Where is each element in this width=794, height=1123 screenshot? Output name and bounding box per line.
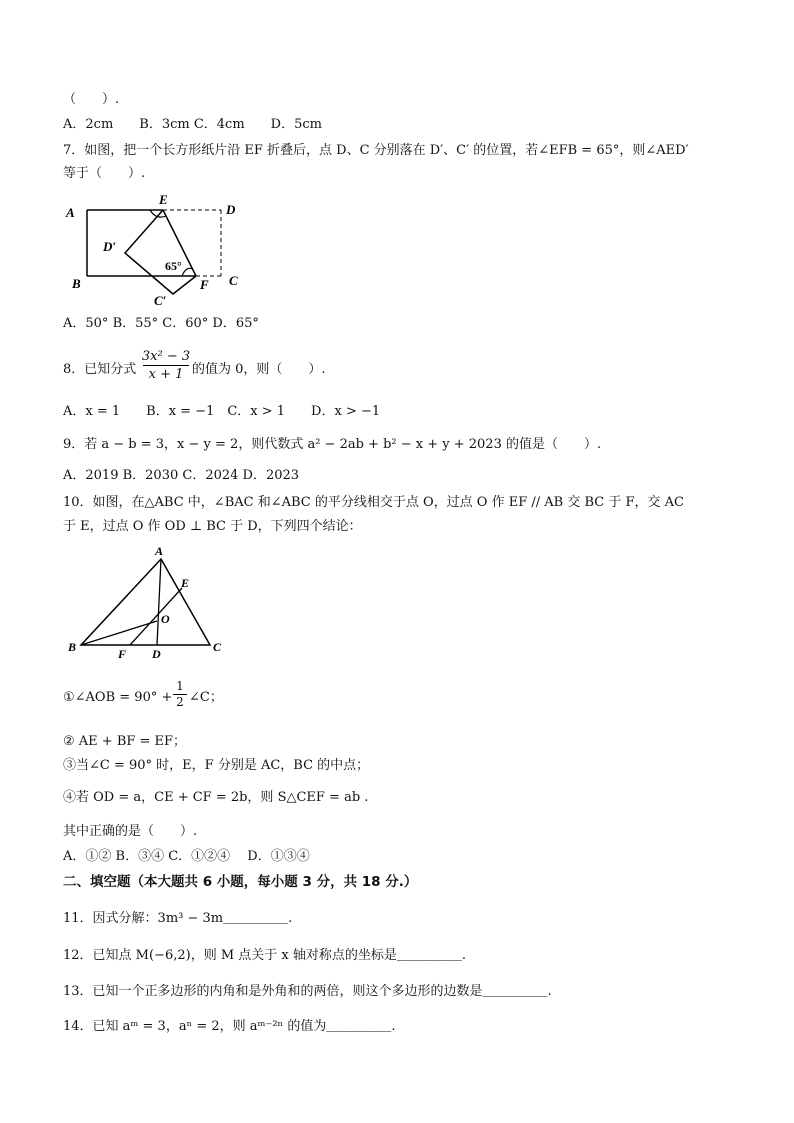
q10-options: A．①② B．③④ C．①②④ D．①③④ — [63, 849, 310, 864]
q10-conclusion-4: ④若 OD = a，CE + CF = 2b，则 S△CEF = ab . — [63, 790, 369, 805]
half-numerator: 1 — [176, 679, 184, 693]
folded-flap — [125, 210, 196, 294]
segment-ef — [130, 588, 182, 645]
q6-options: A．2cm B．3cm C．4cm D．5cm — [63, 117, 322, 132]
label-a: A — [66, 205, 75, 220]
label-c: C — [229, 273, 238, 288]
label-c: C — [213, 640, 222, 654]
segment-od-ad — [157, 559, 161, 645]
q10-fraction-half — [173, 679, 187, 710]
q8-suffix: 的值为 0，则（ ）. — [192, 362, 326, 377]
q8-denominator: x + 1 — [148, 367, 184, 382]
q7-stem-cont: 等于（ ）. — [63, 166, 146, 181]
q7-figure — [63, 188, 263, 308]
q8-numerator: 3x² − 3 — [141, 349, 191, 364]
half-denominator: 2 — [176, 695, 184, 709]
label-e: E — [159, 192, 168, 207]
label-f: F — [118, 647, 127, 660]
q10-conclusion-2: ② AE + BF = EF； — [63, 734, 187, 749]
q7-stem: 7．如图，把一个长方形纸片沿 EF 折叠后，点 D、C 分别落在 D′、C′ 的位置，若∠EFB = 65°，则∠AED′ — [63, 143, 689, 158]
label-b: B — [68, 640, 77, 654]
label-d: D — [226, 202, 236, 217]
q12: 12．已知点 M(−6,2)，则 M 点关于 x 轴对称点的坐标是＿＿＿＿＿. — [63, 948, 467, 963]
label-c-prime: C′ — [154, 293, 167, 308]
label-d-prime: D′ — [103, 239, 117, 254]
label-e: E — [181, 576, 190, 590]
q6-paren: （ ）. — [63, 92, 120, 107]
q10-stem-cont: 于 E，过点 O 作 OD ⊥ BC 于 D，下列四个结论： — [63, 519, 362, 534]
label-a: A — [155, 544, 164, 558]
q7-options: A．50° B．55° C．60° D．65° — [63, 316, 259, 331]
q10-stem: 10．如图，在△ABC 中，∠BAC 和∠ABC 的平分线相交于点 O，过点 O 作 EF // AB 交 BC 于 F，交 AC — [63, 495, 684, 510]
q13: 13．已知一个正多边形的内角和是外角和的两倍，则这个多边形的边数是＿＿＿＿＿. — [63, 984, 552, 999]
label-d: D — [152, 647, 161, 660]
angle-arc-f — [182, 268, 193, 276]
q10-figure — [63, 540, 233, 660]
q11: 11．因式分解：3m³ − 3m＿＿＿＿＿. — [63, 911, 293, 926]
q8-prefix: 8．已知分式 — [63, 362, 137, 377]
q8-fraction — [141, 348, 191, 383]
q9-options: A．2019 B．2030 C．2024 D．2023 — [63, 468, 300, 483]
q10-conclusion-1-prefix: ①∠AOB = 90° + — [63, 690, 173, 705]
section-heading-fill-in: 二、填空题（本大题共 6 小题，每小题 3 分，共 18 分.） — [63, 874, 418, 890]
q8-options: A．x = 1 B．x = −1 C．x > 1 D．x > −1 — [63, 404, 381, 419]
q14: 14．已知 aᵐ = 3，aⁿ = 2，则 aᵐ⁻²ⁿ 的值为＿＿＿＿＿. — [63, 1019, 396, 1034]
q10-conclusion-1-suffix: ∠C； — [189, 690, 223, 705]
triangle-abc — [81, 559, 210, 645]
label-b: B — [72, 276, 81, 291]
q10-question: 其中正确的是（ ）. — [63, 824, 198, 839]
label-f: F — [200, 277, 209, 292]
label-o: O — [161, 612, 170, 626]
q10-conclusion-3: ③当∠C = 90° 时，E，F 分别是 AC，BC 的中点； — [63, 758, 370, 773]
label-angle-65: 65° — [165, 259, 182, 273]
q9-stem: 9．若 a − b = 3，x − y = 2，则代数式 a² − 2ab + b² − x + y + 2023 的值是（ ）. — [63, 437, 602, 452]
